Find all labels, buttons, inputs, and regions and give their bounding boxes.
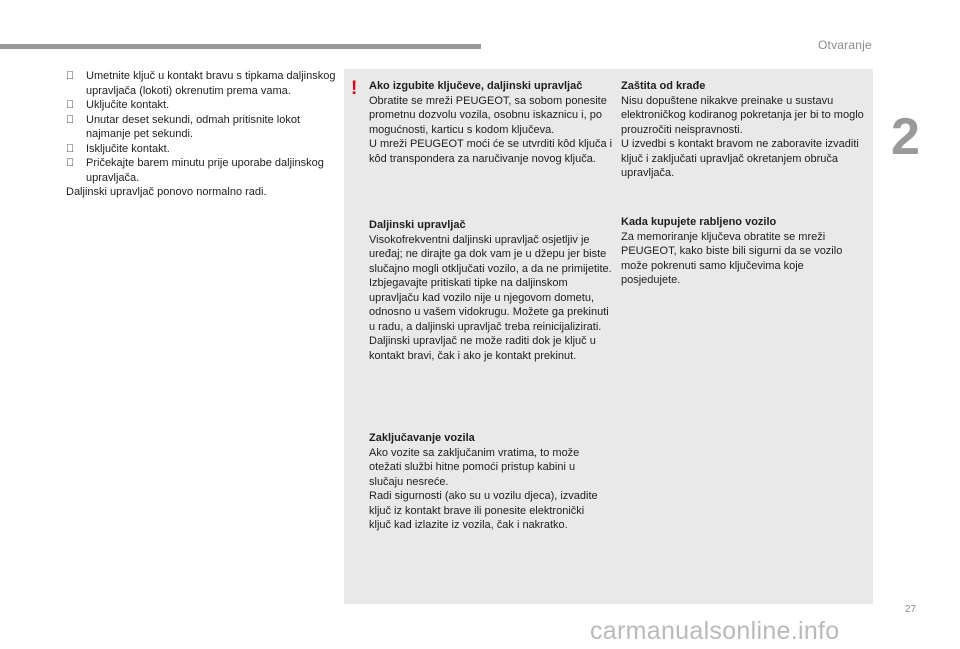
step-text: Pričekajte barem minutu prije uporabe daljinskog upravljača.: [86, 157, 324, 184]
remote-control-section: [369, 218, 615, 363]
chapter-number: 2: [891, 108, 920, 166]
locking-heading: Zaključavanje vozila: [369, 432, 475, 444]
step-item: [66, 113, 338, 142]
remote-control-text: Izbjegavajte pritiskati tipke na daljinskom upravljaču kad vozilo nije u njegovom dometu, odnosno u vašem vidokrugu. Možete ga prekinuti u radu, a daljinski upravljač treba reinicijalizirati.: [369, 277, 609, 333]
warning-icon: !: [351, 78, 358, 99]
step-text: Isključite kontakt.: [86, 142, 170, 155]
locking-section: [369, 431, 609, 533]
used-car-section: [621, 215, 865, 288]
remote-control-text: Visokofrekventni daljinski upravljač osjetljiv je uređaj; ne dirajte ga dok vam je u džepu jer biste slučajno mogli otključati vozilo, a da ne primijetite.: [369, 233, 612, 275]
lost-keys-heading: Ako izgubite ključeve, daljinski upravljač: [369, 80, 583, 92]
step-bullet-icon: [66, 98, 86, 113]
step-bullet-icon: [66, 69, 86, 84]
anti-theft-text: U izvedbi s kontakt bravom ne zaboravite izvaditi ključ i zaključati upravljač okretanjem obruča upravljača.: [621, 138, 859, 179]
lost-keys-text: U mreži PEUGEOT moći će se utvrditi kôd ključa i kôd transpondera za naručivanje novog ključa.: [369, 138, 613, 165]
step-text: Unutar deset sekundi, odmah pritisnite lokot najmanje pet sekundi.: [86, 113, 301, 140]
used-car-heading: Kada kupujete rabljeno vozilo: [621, 216, 777, 228]
step-item: [66, 98, 338, 113]
step-item: [66, 156, 338, 185]
lost-keys-text: Obratite se mreži PEUGEOT, sa sobom ponesite prometnu dozvolu vozila, osobnu iskaznicu i, po mogućnosti, karticu s kodom ključeva.: [369, 94, 607, 136]
page-number: 27: [905, 604, 917, 615]
section-title: Otvaranje: [818, 38, 872, 52]
step-bullet-icon: [66, 142, 86, 157]
anti-theft-text: Nisu dopuštene nikakve preinake u sustavu elektroničkog kodiranog pokretanja jer bi to moglo prouzročiti neispravnosti.: [621, 94, 864, 136]
instruction-steps: [66, 69, 338, 200]
remote-control-heading: Daljinski upravljač: [369, 219, 466, 231]
anti-theft-heading: Zaštita od krađe: [621, 80, 706, 92]
step-bullet-icon: [66, 156, 86, 171]
locking-text: Ako vozite sa zaključanim vratima, to može otežati službi hitne pomoći pristup kabini u slučaju nesreće.: [369, 446, 580, 488]
anti-theft-section: [621, 79, 865, 181]
remote-control-text: Daljinski upravljač ne može raditi dok je ključ u kontakt bravi, čak i ako je kontakt prekinut.: [369, 335, 596, 362]
step-text: Umetnite ključ u kontakt bravu s tipkama daljinskog upravljača (lokoti) okrenutim prema vama.: [86, 70, 336, 97]
used-car-text: Za memoriranje ključeva obratite se mreži PEUGEOT, kako biste bili sigurni da se vozilo može pokrenuti samo ključevima koje posjedujete.: [621, 230, 843, 286]
header-rule: [0, 44, 481, 49]
watermark: carmanualsonline.info: [590, 617, 840, 645]
locking-text: Radi sigurnosti (ako su u vozilu djeca), izvadite ključ iz kontakt brave ili ponesite elektronički ključ kad izlazite iz vozila, čak i nakratko.: [369, 490, 598, 531]
step-item: [66, 69, 338, 98]
step-bullet-icon: [66, 113, 86, 128]
lost-keys-section: [369, 79, 613, 166]
closing-note: Daljinski upravljač ponovo normalno radi.: [66, 186, 267, 198]
step-item: [66, 142, 338, 157]
step-text: Uključite kontakt.: [86, 99, 170, 111]
